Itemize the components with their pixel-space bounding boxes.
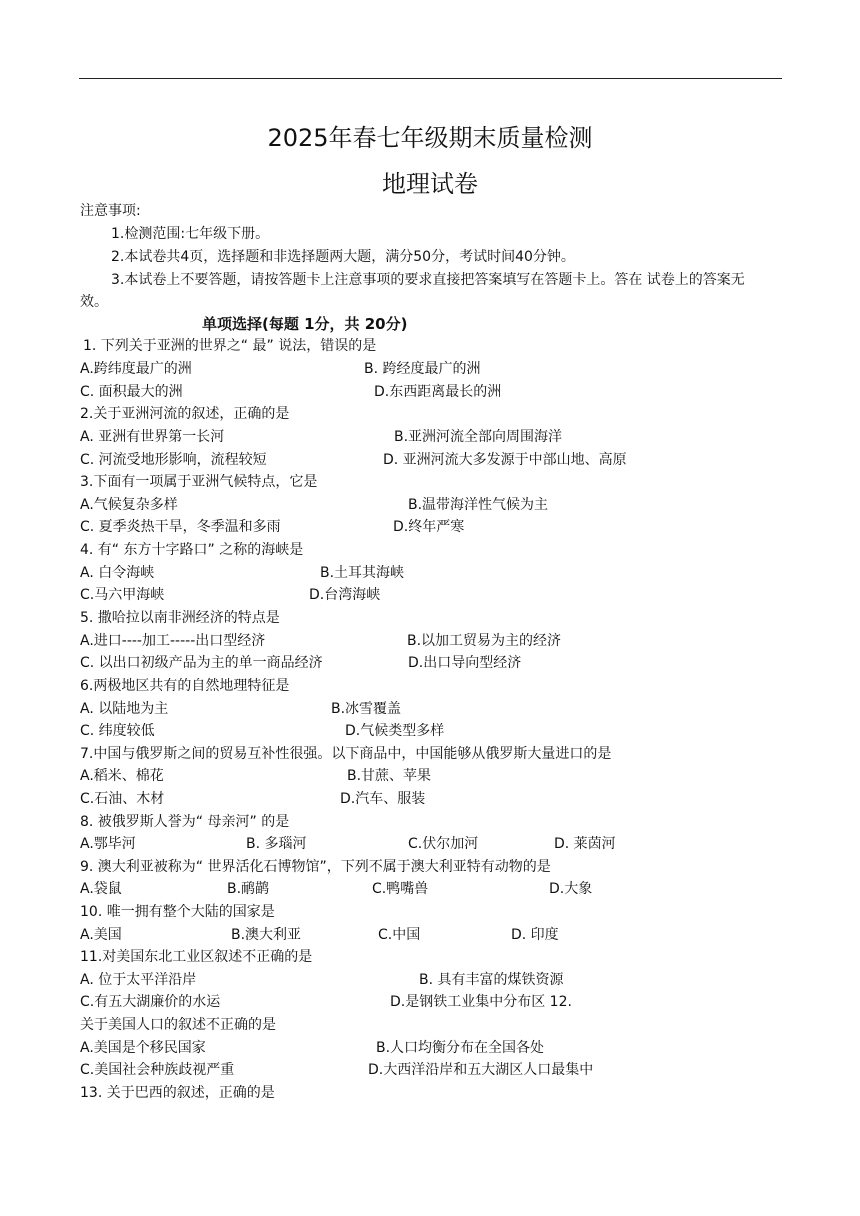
option-a: A. 白令海峡	[80, 565, 155, 581]
notice-item: 2.本试卷共4页，选择题和非选择题两大题，满分50分，考试时间40分钟。	[111, 249, 575, 265]
option-d: D.气候类型多样	[345, 723, 445, 739]
option-d: D.是钢铁工业集中分布区 12.	[390, 994, 572, 1010]
option-c: C. 河流受地形影响，流程较短	[80, 452, 267, 468]
option-c: C.美国社会种族歧视严重	[80, 1062, 235, 1078]
question-stem: 5. 撒哈拉以南非洲经济的特点是	[80, 610, 280, 626]
option-b: B.以加工贸易为主的经济	[407, 633, 562, 649]
option-d: D. 印度	[511, 927, 559, 943]
notice-heading: 注意事项:	[80, 203, 141, 219]
option-b: B.土耳其海峡	[320, 565, 405, 581]
option-b: B.甘蔗、苹果	[347, 768, 432, 784]
option-b: B. 具有丰富的煤铁资源	[419, 972, 564, 988]
option-b: B.亚洲河流全部向周围海洋	[394, 429, 563, 445]
section-heading: 单项选择(每题 1分，共 20分)	[202, 315, 408, 333]
option-b: B.鸸鹋	[227, 881, 270, 897]
option-c: C. 以出口初级产品为主的单一商品经济	[80, 655, 323, 671]
option-a: A.美国是个移民国家	[80, 1040, 206, 1056]
option-c: C.石油、木材	[80, 791, 165, 807]
option-b: B.澳大利亚	[231, 927, 302, 943]
option-d: D.台湾海峡	[309, 587, 381, 603]
question-stem: 3.下面有一项属于亚洲气候特点，它是	[80, 474, 318, 490]
question-stem: 8. 被俄罗斯人誉为“ 母亲河” 的是	[80, 814, 290, 830]
question-stem: 1. 下列关于亚洲的世界之“ 最” 说法，错误的是	[83, 338, 377, 354]
page-title: 2025年春七年级期末质量检测	[267, 124, 593, 152]
option-c: C.伏尔加河	[408, 836, 479, 852]
option-c: C. 夏季炎热干旱，冬季温和多雨	[80, 519, 281, 535]
option-d: D.大西洋沿岸和五大湖区人口最集中	[368, 1062, 594, 1078]
option-a: A.气候复杂多样	[80, 497, 178, 513]
top-rule	[79, 78, 782, 79]
option-a: A.美国	[80, 927, 122, 943]
option-d: D.汽车、服装	[340, 791, 426, 807]
page-subtitle: 地理试卷	[382, 170, 478, 198]
option-d: D. 莱茵河	[554, 836, 616, 852]
option-c: C.中国	[378, 927, 421, 943]
question-stem: 9. 澳大利亚被称为“ 世界活化石博物馆”，下列不属于澳大利亚特有动物的是	[80, 859, 551, 875]
option-d: D. 亚洲河流大多发源于中部山地、高原	[383, 452, 627, 468]
option-d: D.大象	[549, 881, 593, 897]
option-a: A. 位于太平洋沿岸	[80, 972, 197, 988]
question-stem: 11.对美国东北工业区叙述不正确的是	[80, 949, 313, 965]
option-c: C.有五大湖廉价的水运	[80, 994, 221, 1010]
notice-item: 3.本试卷上不要答题，请按答题卡上注意事项的要求直接把答案填写在答题卡上。答在 试卷上的答案无	[111, 272, 745, 288]
notice-item-cont: 效。	[80, 294, 108, 310]
option-a: A. 以陆地为主	[80, 701, 169, 717]
question-stem: 关于美国人口的叙述不正确的是	[80, 1017, 276, 1033]
notice-item: 1.检测范围:七年级下册。	[111, 226, 270, 242]
question-stem: 2.关于亚洲河流的叙述，正确的是	[80, 406, 290, 422]
option-b: B. 多瑙河	[246, 836, 307, 852]
option-a: A.袋鼠	[80, 881, 122, 897]
option-b: B.人口均衡分布在全国各处	[376, 1040, 545, 1056]
option-b: B.温带海洋性气候为主	[408, 497, 549, 513]
option-c: C. 纬度较低	[80, 723, 155, 739]
option-d: D.东西距离最长的洲	[374, 384, 502, 400]
option-a: A. 亚洲有世界第一长河	[80, 429, 225, 445]
question-stem: 10. 唯一拥有整个大陆的国家是	[80, 904, 275, 920]
option-d: D.出口导向型经济	[408, 655, 522, 671]
option-c: C.鸭嘴兽	[372, 881, 429, 897]
option-d: D.终年严寒	[393, 519, 465, 535]
option-b: B.冰雪覆盖	[331, 701, 402, 717]
option-c: C. 面积最大的洲	[80, 384, 183, 400]
question-stem: 6.两极地区共有的自然地理特征是	[80, 678, 290, 694]
option-a: A.稻米、棉花	[80, 768, 164, 784]
question-stem: 4. 有“ 东方十字路口” 之称的海峡是	[80, 542, 304, 558]
option-a: A.跨纬度最广的洲	[80, 361, 192, 377]
question-stem: 13. 关于巴西的叙述，正确的是	[80, 1085, 275, 1101]
question-stem: 7.中国与俄罗斯之间的贸易互补性很强。以下商品中，中国能够从俄罗斯大量进口的是	[80, 746, 612, 762]
option-a: A.进口----加工-----出口型经济	[80, 633, 266, 649]
option-a: A.鄂毕河	[80, 836, 136, 852]
option-c: C.马六甲海峡	[80, 587, 165, 603]
option-b: B. 跨经度最广的洲	[364, 361, 481, 377]
